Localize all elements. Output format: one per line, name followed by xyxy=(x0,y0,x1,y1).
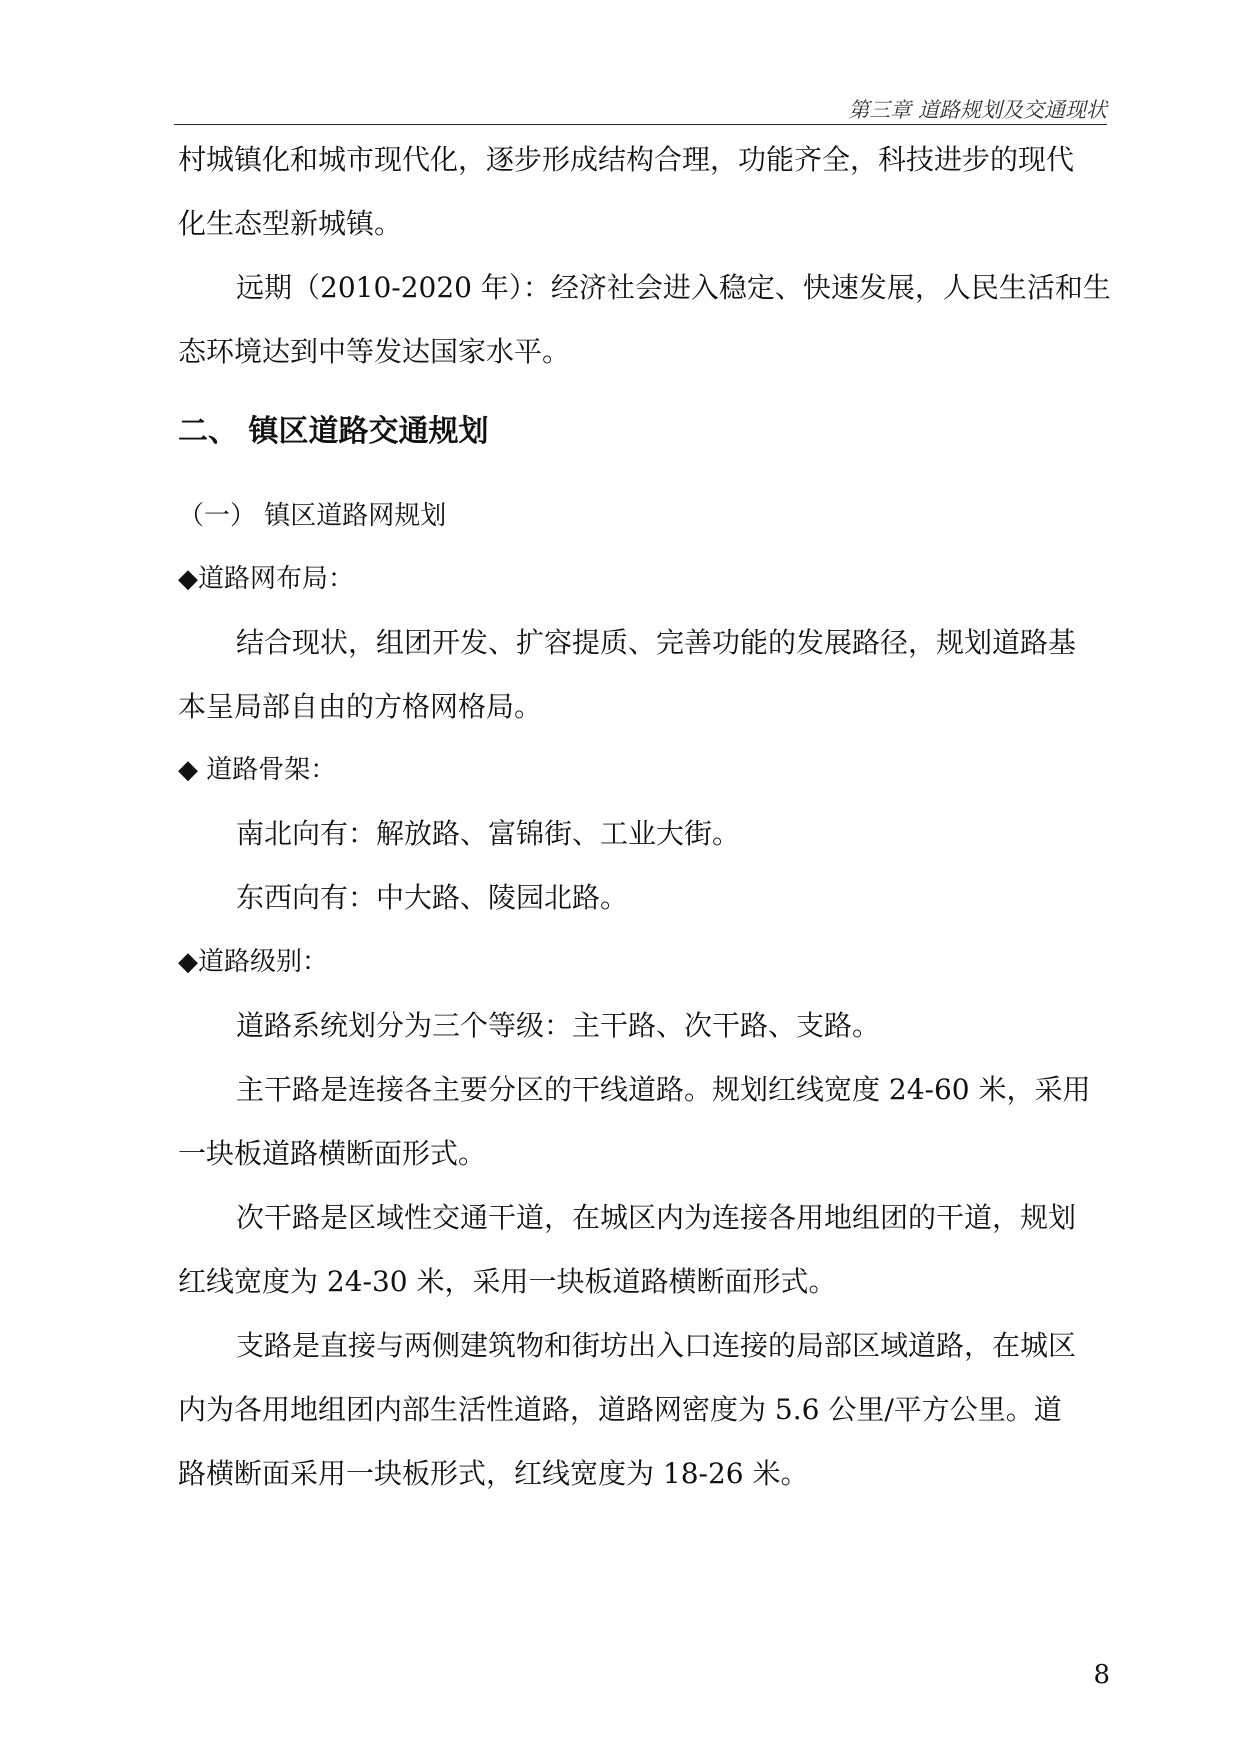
section-heading: 二、 镇区道路交通规划 xyxy=(178,414,489,449)
paragraph-line: 次干路是区域性交通干道，在城区内为连接各用地组团的干道，规划 xyxy=(236,1201,1077,1234)
bullet-heading-text: 道路骨架： xyxy=(198,755,337,785)
header-rule xyxy=(174,124,1107,125)
bullet-heading-skeleton xyxy=(178,752,336,788)
paragraph-line: 远期（2010-2020 年）：经济社会进入稳定、快速发展，人民生活和生 xyxy=(236,271,1111,304)
paragraph-line: 南北向有：解放路、富锦街、工业大街。 xyxy=(236,817,741,850)
paragraph-line: 主干路是连接各主要分区的干线道路。规划红线宽度 24-60 米，采用 xyxy=(236,1073,1091,1106)
subsection-heading: （一） 镇区道路网规划 xyxy=(178,501,447,531)
paragraph-line: 化生态型新城镇。 xyxy=(178,207,403,240)
paragraph-line: 路横断面采用一块板形式，红线宽度为 18-26 米。 xyxy=(178,1457,809,1490)
paragraph-line: 村城镇化和城市现代化，逐步形成结构合理，功能齐全，科技进步的现代 xyxy=(178,143,1075,176)
diamond-bullet-icon: ◆ xyxy=(178,564,198,594)
paragraph-line: 东西向有：中大路、陵园北路。 xyxy=(236,881,629,914)
diamond-bullet-icon: ◆ xyxy=(178,755,198,785)
paragraph-line: 态环境达到中等发达国家水平。 xyxy=(178,335,571,368)
paragraph-line: 一块板道路横断面形式。 xyxy=(178,1137,487,1170)
diamond-bullet-icon: ◆ xyxy=(178,947,198,977)
paragraph-line: 内为各用地组团内部生活性道路，道路网密度为 5.6 公里/平方公里。道 xyxy=(178,1393,1062,1426)
paragraph-line: 支路是直接与两侧建筑物和街坊出入口连接的局部区域道路，在城区 xyxy=(236,1329,1077,1362)
page-number: 8 xyxy=(1093,1660,1110,1690)
paragraph-line: 本呈局部自由的方格网格局。 xyxy=(178,690,543,723)
bullet-heading-layout xyxy=(178,561,354,597)
bullet-heading-text: 道路网布局： xyxy=(198,564,355,594)
paragraph-line: 红线宽度为 24-30 米，采用一块板道路横断面形式。 xyxy=(178,1265,837,1298)
running-header: 第三章 道路规划及交通现状 xyxy=(848,98,1107,122)
bullet-heading-text: 道路级别： xyxy=(198,947,329,977)
paragraph-line: 道路系统划分为三个等级：主干路、次干路、支路。 xyxy=(236,1009,881,1042)
bullet-heading-level xyxy=(178,944,328,980)
paragraph-line: 结合现状，组团开发、扩容提质、完善功能的发展路径，规划道路基 xyxy=(236,626,1077,659)
